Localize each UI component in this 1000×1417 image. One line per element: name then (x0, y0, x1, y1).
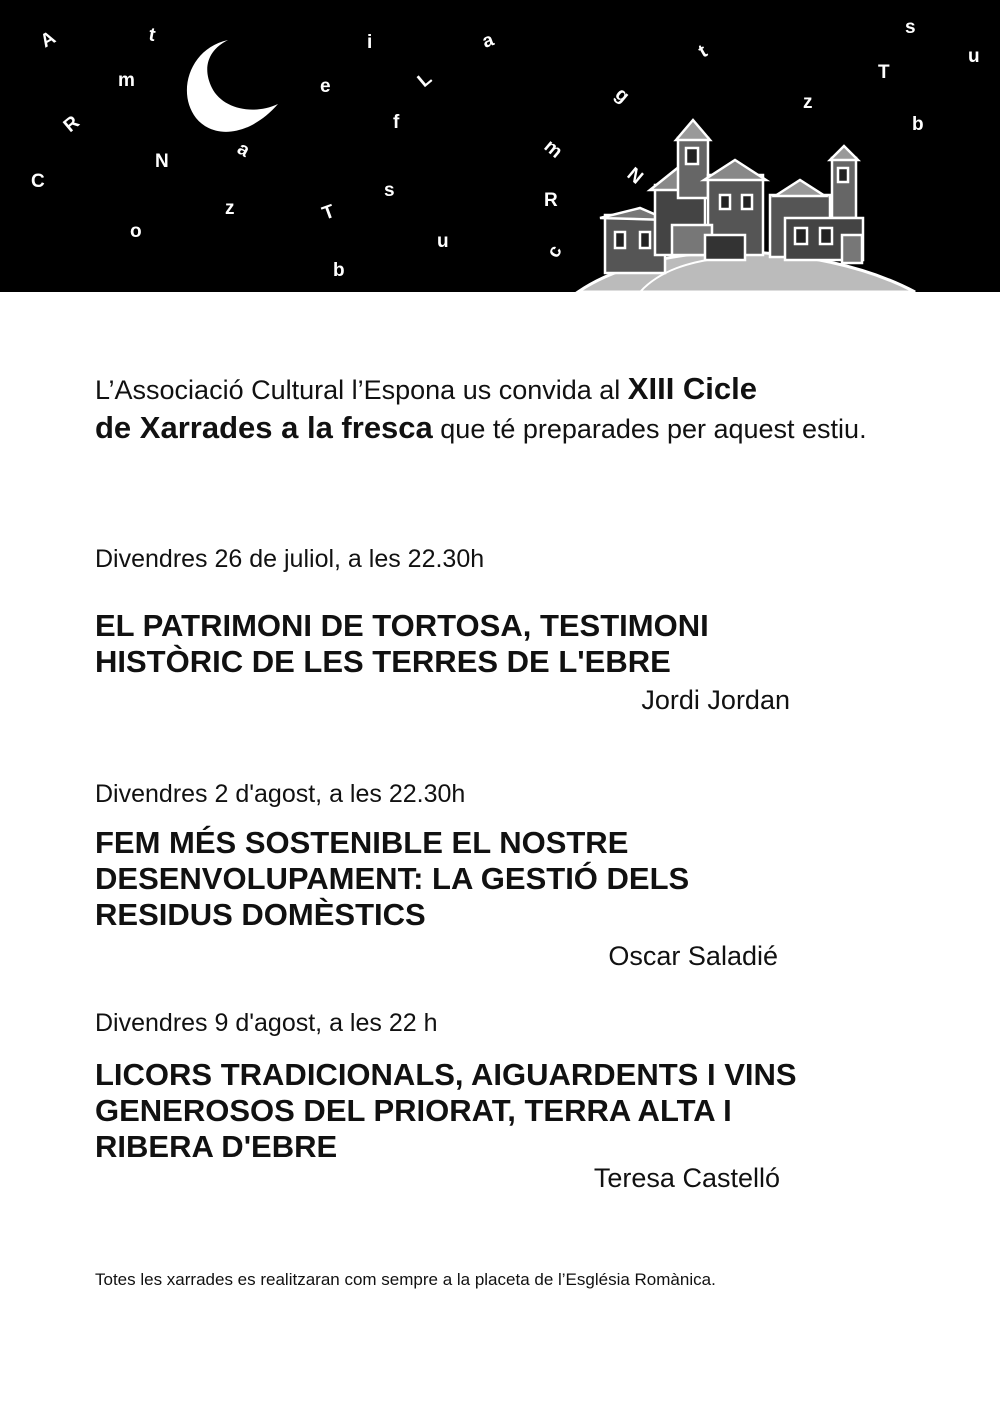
event-1-date: Divendres 26 de juliol, a les 22.30h (95, 545, 485, 573)
intro-paragraph (95, 370, 885, 448)
event-2-date: Divendres 2 d'agost, a les 22.30h (95, 780, 466, 808)
event-1-speaker: Jordi Jordan (641, 685, 790, 715)
event-3-title-line-2: GENEROSOS DEL PRIORAT, TERRA ALTA I (95, 1093, 732, 1128)
event-3-title (95, 1057, 895, 1165)
floating-letter: m (118, 70, 135, 91)
crescent-moon-icon (187, 40, 278, 132)
event-3-speaker: Teresa Castelló (593, 1163, 780, 1193)
floating-letter: N (155, 151, 169, 172)
floating-letter: s (384, 180, 395, 201)
cycle-name-part2: de Xarrades a la fresca (95, 410, 433, 445)
floating-letter: t (147, 24, 158, 47)
venue-footnote: Totes les xarrades es realitzaran com sempre a la placeta de l’Església Romànica. (95, 1270, 716, 1289)
event-3-title-line-3: RIBERA D'EBRE (95, 1129, 338, 1164)
floating-letter: R (544, 190, 558, 211)
floating-letter: C (31, 171, 45, 192)
event-2-speaker: Oscar Saladié (608, 941, 778, 971)
floating-letter: s (905, 17, 916, 38)
floating-letter: c (543, 241, 567, 262)
village-illustration (600, 120, 863, 273)
intro-text-end: que té preparades per aquest estiu. (432, 414, 867, 444)
floating-letter: u (437, 231, 449, 252)
night-sky-illustration (0, 0, 1000, 292)
cycle-name-part1: XIII Cicle (627, 371, 758, 406)
floating-letter: u (968, 46, 980, 67)
floating-letter: z (225, 198, 235, 219)
event-1-title (95, 608, 895, 680)
floating-letter: z (803, 92, 813, 113)
floating-letter: m (539, 135, 567, 163)
floating-letter: i (367, 32, 373, 53)
intro-text-start: L’Associació Cultural l’Espona us convida al (95, 375, 628, 405)
night-sky-banner (0, 0, 1000, 292)
floating-letter: a (233, 138, 254, 162)
floating-letter: e (320, 76, 331, 97)
event-3-date: Divendres 9 d'agost, a les 22 h (95, 1009, 438, 1037)
event-3-title-line-1: LICORS TRADICIONALS, AIGUARDENTS I VINS (95, 1057, 797, 1092)
floating-letter: A (37, 27, 60, 53)
event-2-title-line-2: DESENVOLUPAMENT: LA GESTIÓ DELS (95, 861, 690, 896)
floating-letter: N (622, 163, 647, 189)
event-2-title (95, 825, 895, 933)
floating-letter: T (319, 200, 338, 225)
floating-letter: b (912, 114, 924, 135)
event-2-title-line-3: RESIDUS DOMÈSTICS (95, 897, 426, 932)
floating-letter: a (479, 29, 497, 53)
floating-letter: g (610, 83, 634, 108)
floating-letter: T (878, 62, 890, 83)
floating-letter: f (393, 112, 400, 133)
floating-letter: L (413, 68, 437, 92)
floating-letter: R (59, 111, 84, 137)
floating-letter: t (695, 40, 711, 63)
floating-letter: o (130, 221, 142, 242)
event-2-title-line-1: FEM MÉS SOSTENIBLE EL NOSTRE (95, 825, 629, 860)
floating-letter: b (333, 260, 345, 281)
event-1-title-line-1: EL PATRIMONI DE TORTOSA, TESTIMONI (95, 608, 709, 643)
event-1-title-line-2: HISTÒRIC DE LES TERRES DE L'EBRE (95, 644, 671, 679)
